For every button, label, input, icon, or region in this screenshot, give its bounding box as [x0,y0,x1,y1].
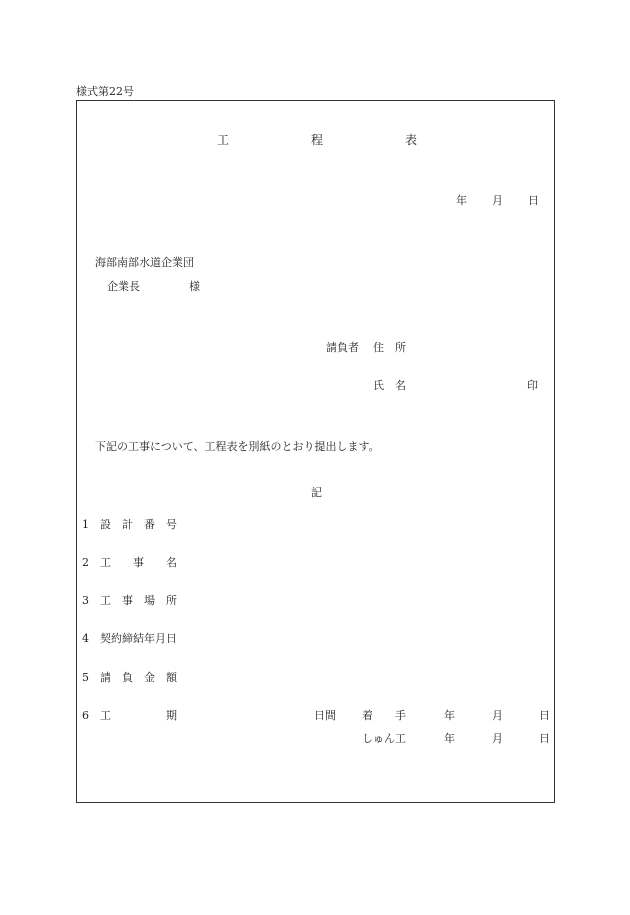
intro-text: 下記の工事について、工程表を別紙のとおり提出します。 [95,440,380,453]
item-number-3: 3 [82,594,89,607]
period-start-month: 月 [492,709,503,722]
period-days-label: 日間 [314,709,336,722]
addressee-honorific: 様 [189,280,200,293]
item-number-2: 2 [82,556,89,569]
contractor-name-label: 氏 名 [373,379,406,392]
form-number: 様式第22号 [76,85,134,98]
date-year: 年 [456,194,467,207]
item-number-1: 1 [82,518,89,531]
period-start-year: 年 [444,709,455,722]
item-label-contract-date: 契約締結年月日 [100,632,177,645]
period-end-label: しゅん工 [362,732,406,745]
item-label-work-location: 工 事 場 所 [100,594,177,607]
title-char-2: 程 [311,133,324,147]
title-char-1: 工 [217,133,230,147]
item-label-work-name: 工 事 名 [100,556,177,569]
period-end-month: 月 [492,732,503,745]
addressee-organization: 海部南部水道企業団 [95,256,194,269]
period-end-day: 日 [539,732,550,745]
period-end-year: 年 [444,732,455,745]
item-label-design-number: 設 計 番 号 [100,518,177,531]
record-heading: 記 [311,486,322,499]
addressee-position: 企業長 [107,280,140,293]
item-label-work-period: 工 期 [100,709,177,722]
period-start-label: 着 手 [362,709,406,722]
contractor-label: 請負者 [326,341,359,354]
item-number-4: 4 [82,632,89,645]
period-start-day: 日 [539,709,550,722]
item-number-6: 6 [82,709,89,722]
date-day: 日 [528,194,539,207]
contractor-address-label: 住 所 [373,341,406,354]
date-month: 月 [492,194,503,207]
item-label-contract-amount: 請 負 金 額 [100,671,177,684]
item-number-5: 5 [82,671,89,684]
contractor-seal: 印 [527,379,538,392]
title-char-3: 表 [405,133,418,147]
